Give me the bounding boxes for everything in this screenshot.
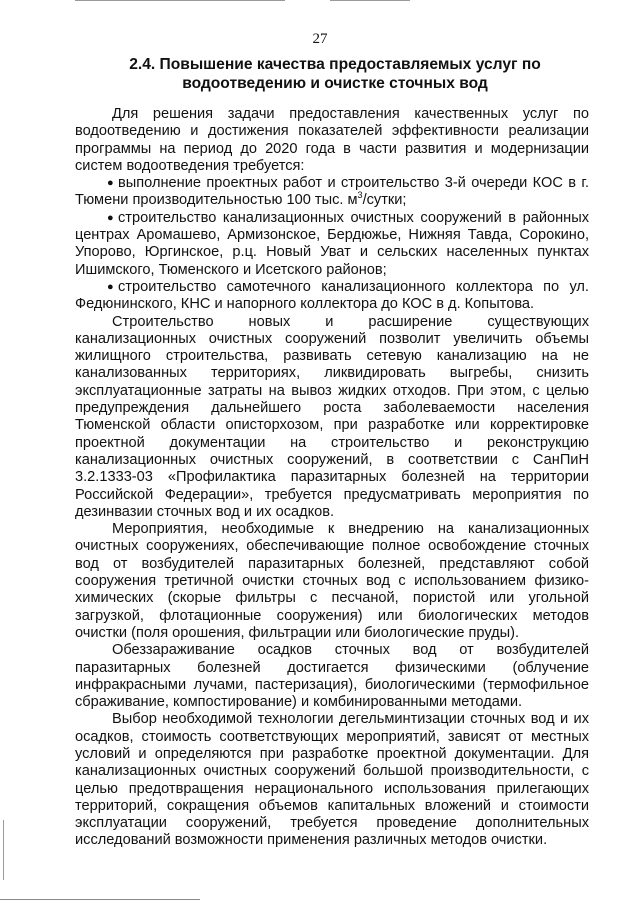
page-number: 27 (312, 31, 328, 47)
paragraph: Для решения задачи предоставления качественных услуг по водоотведению и достижения показателей эффективности реализации программы на период до 2020 года в части развития и модернизации систем водоотведения требуется: (75, 106, 589, 174)
scan-artifact-edge (3, 820, 4, 880)
section-title: 2.4. Повышение качества предоставляемых услуг по водоотведению и очистке сточных вод (129, 56, 541, 92)
bullet-icon: ● (107, 177, 114, 190)
bullet-item (75, 279, 589, 314)
scan-artifact-line (330, 0, 410, 1)
bullet-text: строительство самотечного канализационного коллектора по ул. Федюнинского, КНС и напорного коллектора до КОС в д. Копытова. (75, 278, 589, 313)
bullet-icon: ● (107, 211, 114, 224)
bullet-text-tail: /сутки; (362, 192, 407, 209)
bullet-text: строительство канализационных очистных сооружений в районных центрах Аромашево, Армизонское, Бердюжье, Нижняя Тавда, Сорокино, Упорово, Юргинское, р.ц. Новый Уват и сельских населенных пунктах Ишимского, Тюменского и Исетского районов; (75, 209, 589, 278)
paragraph: Обеззараживание осадков сточных вод от возбудителей паразитарных болезней достигается физическими (облучение инфракрасными лучами, пастеризация), биологическими (термофильное сбраживание, компостирование) и комбинированными методами. (75, 642, 589, 711)
bullet-icon: ● (107, 280, 114, 293)
paragraph: Мероприятия, необходимые к внедрению на канализационных очистных сооружениях, обеспечивающие полное освобождение сточных вод от возбудителей паразитарных болезней, представляют собой сооружения третичной очистки сточных вод с использованием физико-химических (скорые фильтры с песчаной, пористой или угольной загрузкой, флотационные сооружения) или биологических методов очистки (поля орошения, фильтрации или биологические пруды). (75, 521, 589, 641)
superscript: 3 (357, 190, 363, 201)
bullet-item (75, 175, 589, 210)
paragraph: Выбор необходимой технологии дегельминтизации сточных вод и их осадков, стоимость соответствующих мероприятий, зависят от местных условий и определяются при разработке проектной документации. Для канализационных очистных сооружений большой производительности, с целью предотвращения нерационального использования прилегающих территорий, сокращения объемов капитальных вложений и стоимости эксплуатации сооружений, требуется проведение дополнительных исследований возможности применения различных методов очистки. (75, 711, 589, 849)
scan-artifact-line (75, 0, 285, 1)
document-body (75, 106, 589, 850)
scan-artifact-line (0, 899, 200, 900)
bullet-text: выполнение проектных работ и строительство 3-й очереди КОС в г. Тюмени производительностью 100 тыс. м (75, 175, 589, 209)
paragraph: Строительство новых и расширение существующих канализационных очистных сооружений позволит увеличить объемы жилищного строительства, развивать сетевую канализацию на не канализованных территориях, ликвидировать выгребы, снизить эксплуатационные затраты на вывоз жидких отходов. При этом, с целью предупреждения дальнейшего роста заболеваемости населения Тюменской области описторхозом, при разработке или корректировке проектной документации на строительство и реконструкцию канализационных очистных сооружений, в соответствии с СанПиН 3.2.1333-03 «Профилактика паразитарных болезней на территории Российской Федерации», требуется предусматривать мероприятия по дезинвазии сточных вод и их осадков. (75, 313, 589, 520)
bullet-item (75, 210, 589, 279)
